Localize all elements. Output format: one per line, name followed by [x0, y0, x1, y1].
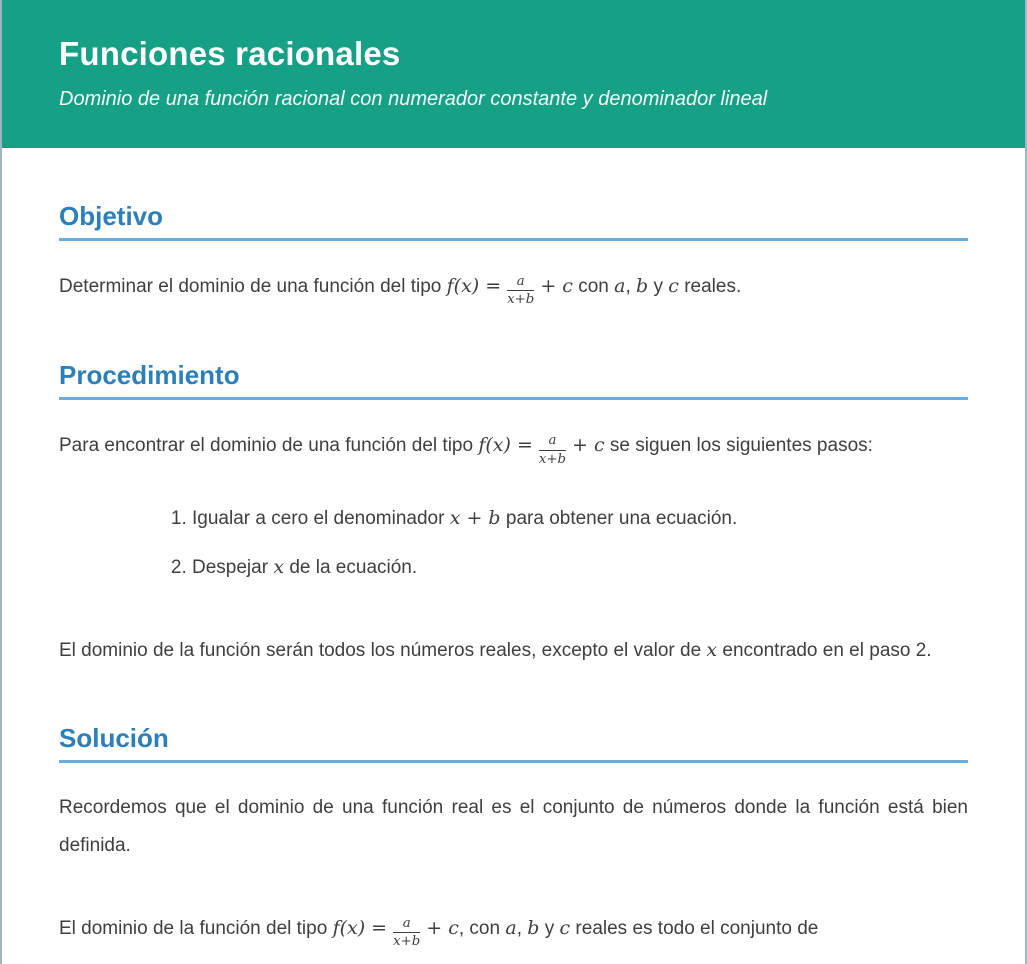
math-inline: + c: [426, 916, 459, 939]
fraction-numerator: a: [539, 433, 566, 450]
math-fraction: [507, 274, 534, 308]
text-run: ,: [516, 917, 528, 939]
text-run: ,: [625, 275, 637, 297]
math-fraction: [393, 916, 420, 950]
page-title: Funciones racionales: [59, 35, 401, 72]
math-inline: f(x) =: [446, 274, 502, 297]
section-heading-solucion: Solución: [59, 724, 968, 763]
math-inline: x: [273, 555, 285, 578]
math-inline: b: [636, 274, 649, 297]
text-run: se siguen los siguientes pasos:: [604, 435, 873, 457]
math-inline: c: [668, 274, 679, 297]
page-subtitle: Dominio de una función racional con numerador constante y denominador lineal: [59, 88, 768, 111]
text-run: encontrado en el paso 2.: [717, 639, 932, 661]
procedimiento-intro-paragraph: [59, 426, 968, 467]
text-run: Despejar: [192, 556, 274, 578]
math-inline: a: [614, 274, 626, 297]
math-inline: a: [505, 916, 517, 939]
step-item-1: [192, 499, 968, 538]
lesson-header-banner: [2, 0, 1025, 148]
section-heading-procedimiento: Procedimiento: [59, 361, 968, 400]
solucion-recall-paragraph: [59, 789, 968, 865]
section-solucion: [59, 724, 968, 949]
text-run: Para encontrar el dominio de una función del tipo: [59, 435, 479, 457]
math-inline: f(x) =: [478, 434, 533, 457]
text-run: reales.: [678, 275, 742, 297]
text-run: para obtener una ecuación.: [500, 507, 738, 529]
section-objetivo: [59, 202, 968, 307]
text-run: y: [648, 275, 669, 297]
procedimiento-conclusion-paragraph: [59, 631, 968, 670]
fraction-numerator: a: [393, 916, 420, 933]
math-inline: f(x) =: [332, 916, 388, 939]
math-inline: x + b: [449, 506, 501, 529]
fraction-numerator: a: [507, 274, 534, 291]
text-run: de la ecuación.: [284, 556, 418, 578]
procedimiento-steps-list: [59, 499, 968, 587]
text-run: El dominio de la función del tipo: [59, 917, 333, 939]
math-inline: b: [527, 916, 540, 939]
math-fraction: [539, 433, 566, 467]
text-run: El dominio de la función serán todos los números reales, excepto el valor de: [59, 639, 707, 661]
text-run: Recordemos que el dominio de una función real es el conjunto de números donde la función está bien definida.: [59, 796, 968, 856]
objetivo-paragraph: [59, 267, 968, 308]
fraction-denominator: x+b: [538, 451, 567, 467]
fraction-denominator: x+b: [393, 934, 421, 950]
text-run: , con: [458, 917, 506, 939]
text-run: Determinar el dominio de una función del tipo: [59, 275, 447, 297]
text-run: y: [539, 917, 560, 939]
section-procedimiento: [59, 361, 968, 669]
text-run: Igualar a cero el denominador: [192, 507, 450, 529]
fraction-denominator: x+b: [507, 292, 535, 308]
lesson-content: [2, 202, 1025, 949]
text-run: reales es todo el conjunto de: [570, 917, 819, 939]
math-inline: + c: [572, 434, 605, 457]
step-item-2: [192, 548, 968, 587]
math-inline: + c: [540, 274, 573, 297]
solucion-domain-paragraph: [59, 909, 968, 950]
math-inline: x: [706, 638, 718, 661]
text-run: con: [572, 275, 615, 297]
math-inline: c: [559, 916, 571, 939]
section-heading-objetivo: Objetivo: [59, 202, 968, 241]
